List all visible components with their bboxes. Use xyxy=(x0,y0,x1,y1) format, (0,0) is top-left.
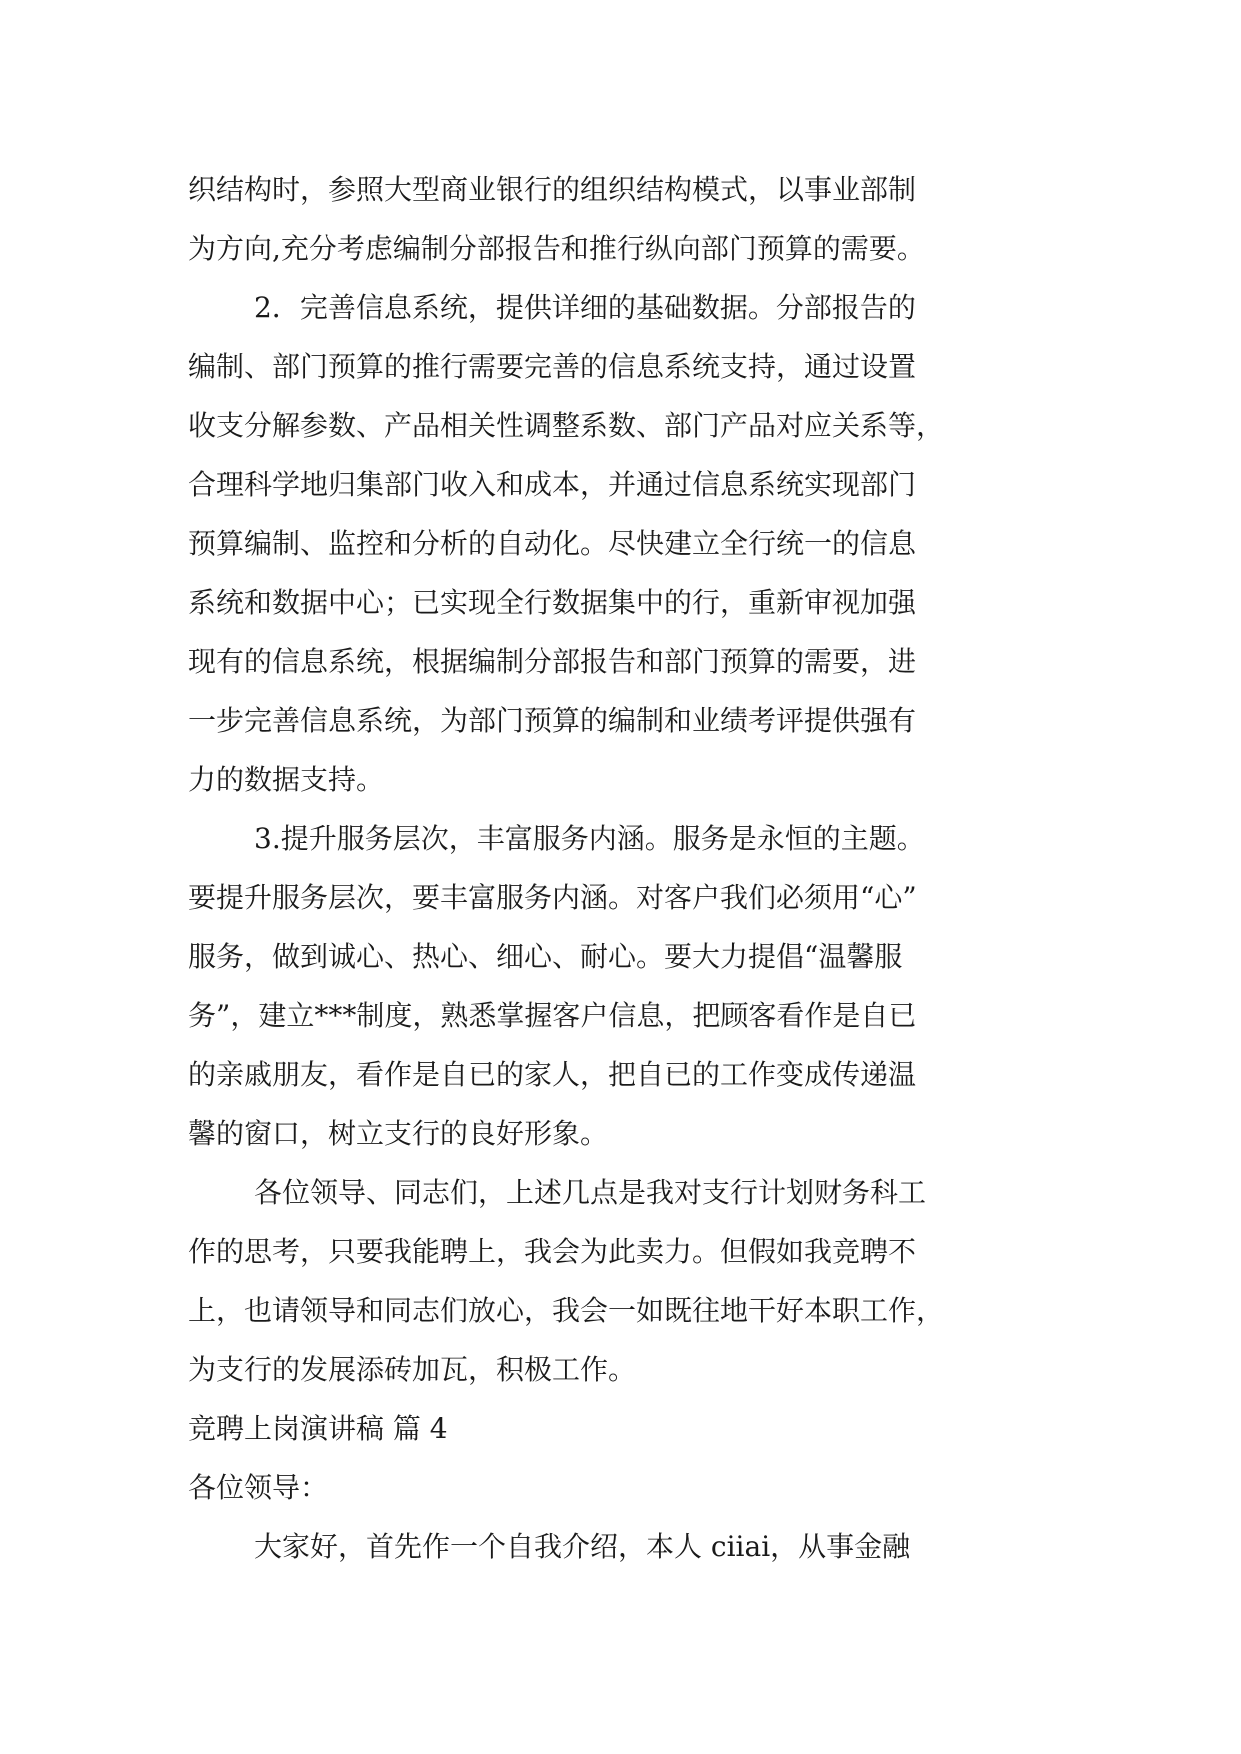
text-line: 上，也请领导和同志们放心，我会一如既往地干好本职工作， xyxy=(188,1294,945,1327)
text-line: 的亲戚朋友，看作是自已的家人，把自已的工作变成传递温 xyxy=(188,1058,917,1091)
text-line: 作的思考，只要我能聘上，我会为此卖力。但假如我竞聘不 xyxy=(188,1235,917,1268)
text-line: 合理科学地归集部门收入和成本，并通过信息系统实现部门 xyxy=(188,468,917,501)
text-line: 收支分解参数、产品相关性调整系数、部门产品对应关系等， xyxy=(188,409,945,442)
text-line: 要提升服务层次，要丰富服务内涵。对客户我们必须用“心” xyxy=(188,881,917,914)
text-line: 编制、部门预算的推行需要完善的信息系统支持，通过设置 xyxy=(188,350,917,383)
text-line: 预算编制、监控和分析的自动化。尽快建立全行统一的信息 xyxy=(188,527,917,560)
text-line: 大家好，首先作一个自我介绍，本人 ciiai，从事金融 xyxy=(254,1530,911,1563)
text-line: 力的数据支持。 xyxy=(188,763,385,796)
salutation: 各位领导： xyxy=(188,1471,329,1504)
text-line: 务”，建立***制度，熟悉掌握客户信息，把顾客看作是自已 xyxy=(188,999,917,1032)
document-body xyxy=(188,160,1088,1576)
text-line: 3.提升服务层次，丰富服务内涵。服务是永恒的主题。 xyxy=(254,822,925,855)
text-line: 织结构时，参照大型商业银行的组织结构模式，以事业部制 xyxy=(188,173,917,206)
text-line: 系统和数据中心；已实现全行数据集中的行，重新审视加强 xyxy=(188,586,917,619)
text-line: 一步完善信息系统，为部门预算的编制和业绩考评提供强有 xyxy=(188,704,917,737)
text-line: 现有的信息系统，根据编制分部报告和部门预算的需要，进 xyxy=(188,645,917,678)
text-line: 服务，做到诚心、热心、细心、耐心。要大力提倡“温馨服 xyxy=(188,940,903,973)
text-line: 为方向,充分考虑编制分部报告和推行纵向部门预算的需要。 xyxy=(188,232,925,265)
text-line: 2．完善信息系统，提供详细的基础数据。分部报告的 xyxy=(254,291,916,324)
text-line: 馨的窗口，树立支行的良好形象。 xyxy=(188,1117,609,1150)
section-heading: 竞聘上岗演讲稿 篇 4 xyxy=(188,1412,448,1445)
text-line: 为支行的发展添砖加瓦，积极工作。 xyxy=(188,1353,637,1386)
text-line: 各位领导、同志们，上述几点是我对支行计划财务科工 xyxy=(254,1176,927,1209)
